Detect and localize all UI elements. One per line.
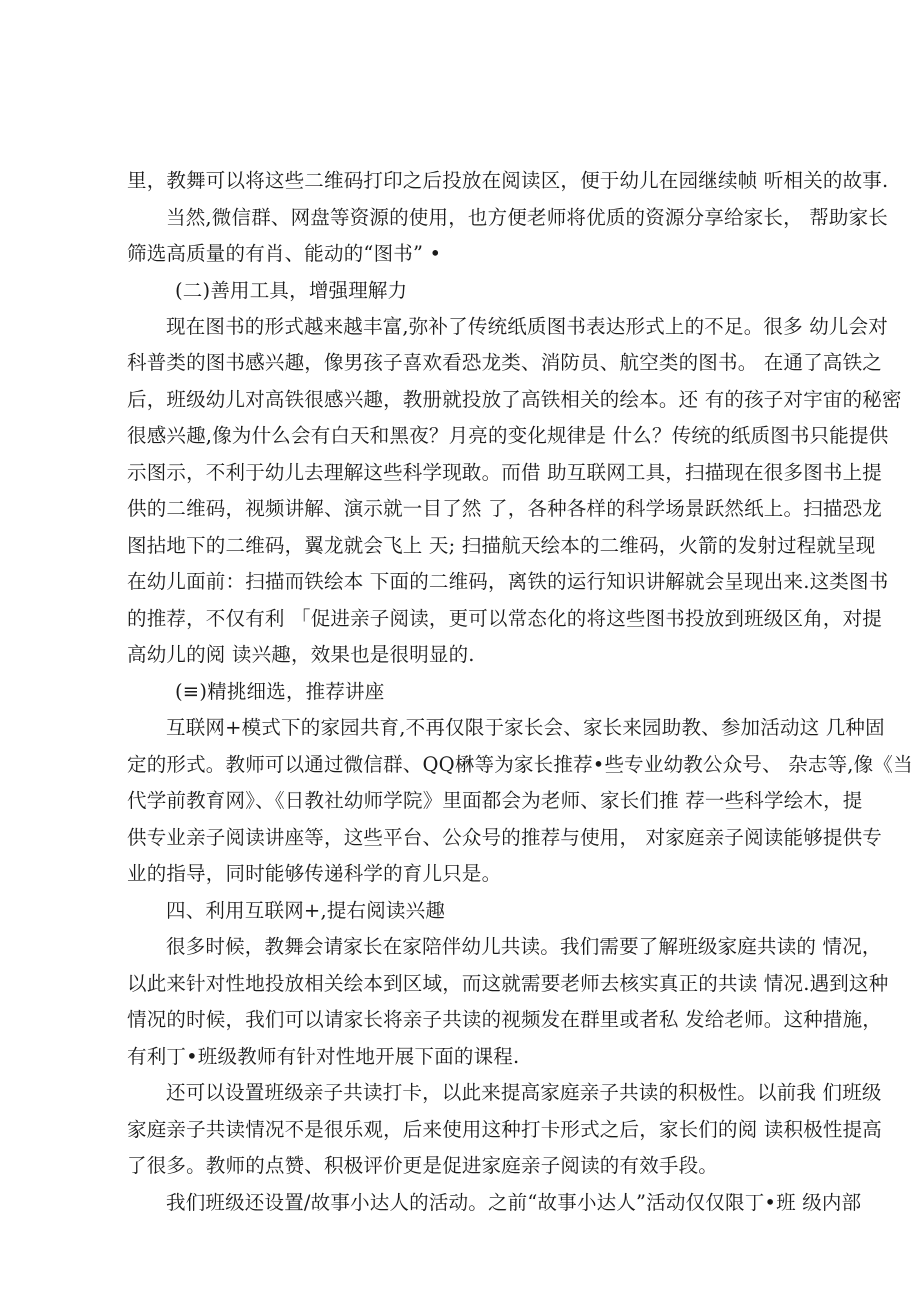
text-line: 业的指导，同时能够传递科学的育儿只是。 <box>127 862 502 885</box>
section-heading: (≡)精挑细选，推荐讲座 <box>175 680 385 703</box>
text-line: 图拈地下的二维码，翼龙就会飞上 天; 扫描航天绘本的二维码，火箭的发射过程就呈现 <box>127 534 876 557</box>
text-line: 代学前教育网》、《日教社幼师学院》里面都会为老师、家长们推 荐一些科学绘木，提 <box>127 789 863 812</box>
section-heading: 四、利用互联网+,提右阅读兴趣 <box>166 899 446 922</box>
text-line: 了很多。教师的点赞、积极评价更是促进家庭亲子阅读的有效手段。 <box>127 1154 719 1177</box>
section-heading: (二)善用工具，增强理解力 <box>175 279 408 302</box>
paragraph-first-line: 当然,微信群、网盘等资源的使用，也方便老师将优质的资源分享给家长， 帮助家长 <box>166 206 888 229</box>
text-line: 家庭亲子共读情况不是很乐观，后来使用这种打卡形式之后，家长们的阅 读积极性提高 <box>127 1118 882 1141</box>
text-line: 情况的时候，我们可以请家长将亲子共读的视频发在群里或者私 发给老师。这种措施， <box>127 1008 882 1031</box>
paragraph-first-line: 很多时候，教舞会请家长在家陪伴幼儿共读。我们需要了解班级家庭共读的 情况， <box>166 935 882 958</box>
text-line: 后，班级幼儿对高铁很感兴趣，教册就投放了高铁相关的绘本。还 有的孩子对宇宙的秘密 <box>127 388 902 411</box>
paragraph-first-line: 互联网+模式下的家园共育,不再仅限于家长会、家长来园助教、参加活动这 几种固 <box>166 716 885 739</box>
text-line: 供专业亲子阅读讲座等，这些平台、公众号的推荐与使用， 对家庭亲子阅读能够提供专 <box>127 826 882 849</box>
text-line: 筛选高质量的有肖、能动的“图书” • <box>127 242 442 265</box>
text-line: 高幼儿的阅 读兴趣，效果也是很明显的. <box>127 643 475 666</box>
text-line: 定的形式。教师可以通过微信群、QQ楙等为家长推荐•些专业幼教公众号、 杂志等,像《当 <box>127 753 913 776</box>
text-line: 以此来针对性地投放相关绘本到区域，而这就需要老师去核实真正的共读 情况.遇到这种 <box>127 972 889 995</box>
text-line: 供的二维码，视频讲解、演示就一目了然 了，各种各样的科学场景跃然纸上。扫描恐龙 <box>127 497 882 520</box>
text-line: 里，教舞可以将这些二维码打印之后投放在阅读区，便于幼儿在园继续帧 听相关的故事. <box>127 169 889 192</box>
text-line: 示图示，不利于幼儿去理解这些科学现敢。而借 助互联网工具，扫描现在很多图书上提 <box>127 461 882 484</box>
text-line: 有利丁•班级教师有针对性地开展下面的课程. <box>127 1045 520 1068</box>
paragraph-first-line: 现在图书的形式越来越丰富,弥补了传统纸质图书表达形式上的不足。很多 幼儿会对 <box>166 315 888 338</box>
paragraph-first-line: 我们班级还设置/故事小达人的活动。之前“故事小达人”活动仅仅限丁•班 级内部 <box>166 1191 862 1214</box>
text-line: 的推荐，不仅有利 「促进亲子阅读，更可以常态化的将这些图书投放到班级区角，对提 <box>127 607 882 630</box>
text-line: 很感兴趣,像为什么会有白天和黑夜？月亮的变化规律是 什么？传统的纸质图书只能提供 <box>127 424 889 447</box>
text-line: 在幼儿面前：扫描而铁绘本 下面的二维码，离铁的运行知识讲解就会呈现出来.这类图书 <box>127 570 889 593</box>
paragraph-first-line: 还可以设置班级亲子共读打卡，以此来提高家庭亲子共读的积极性。以前我 们班级 <box>166 1081 882 1104</box>
text-line: 科普类的图书感兴趣，像男孩子喜欢看恐龙类、消防员、航空类的图书。 在通了高铁之 <box>127 351 882 374</box>
